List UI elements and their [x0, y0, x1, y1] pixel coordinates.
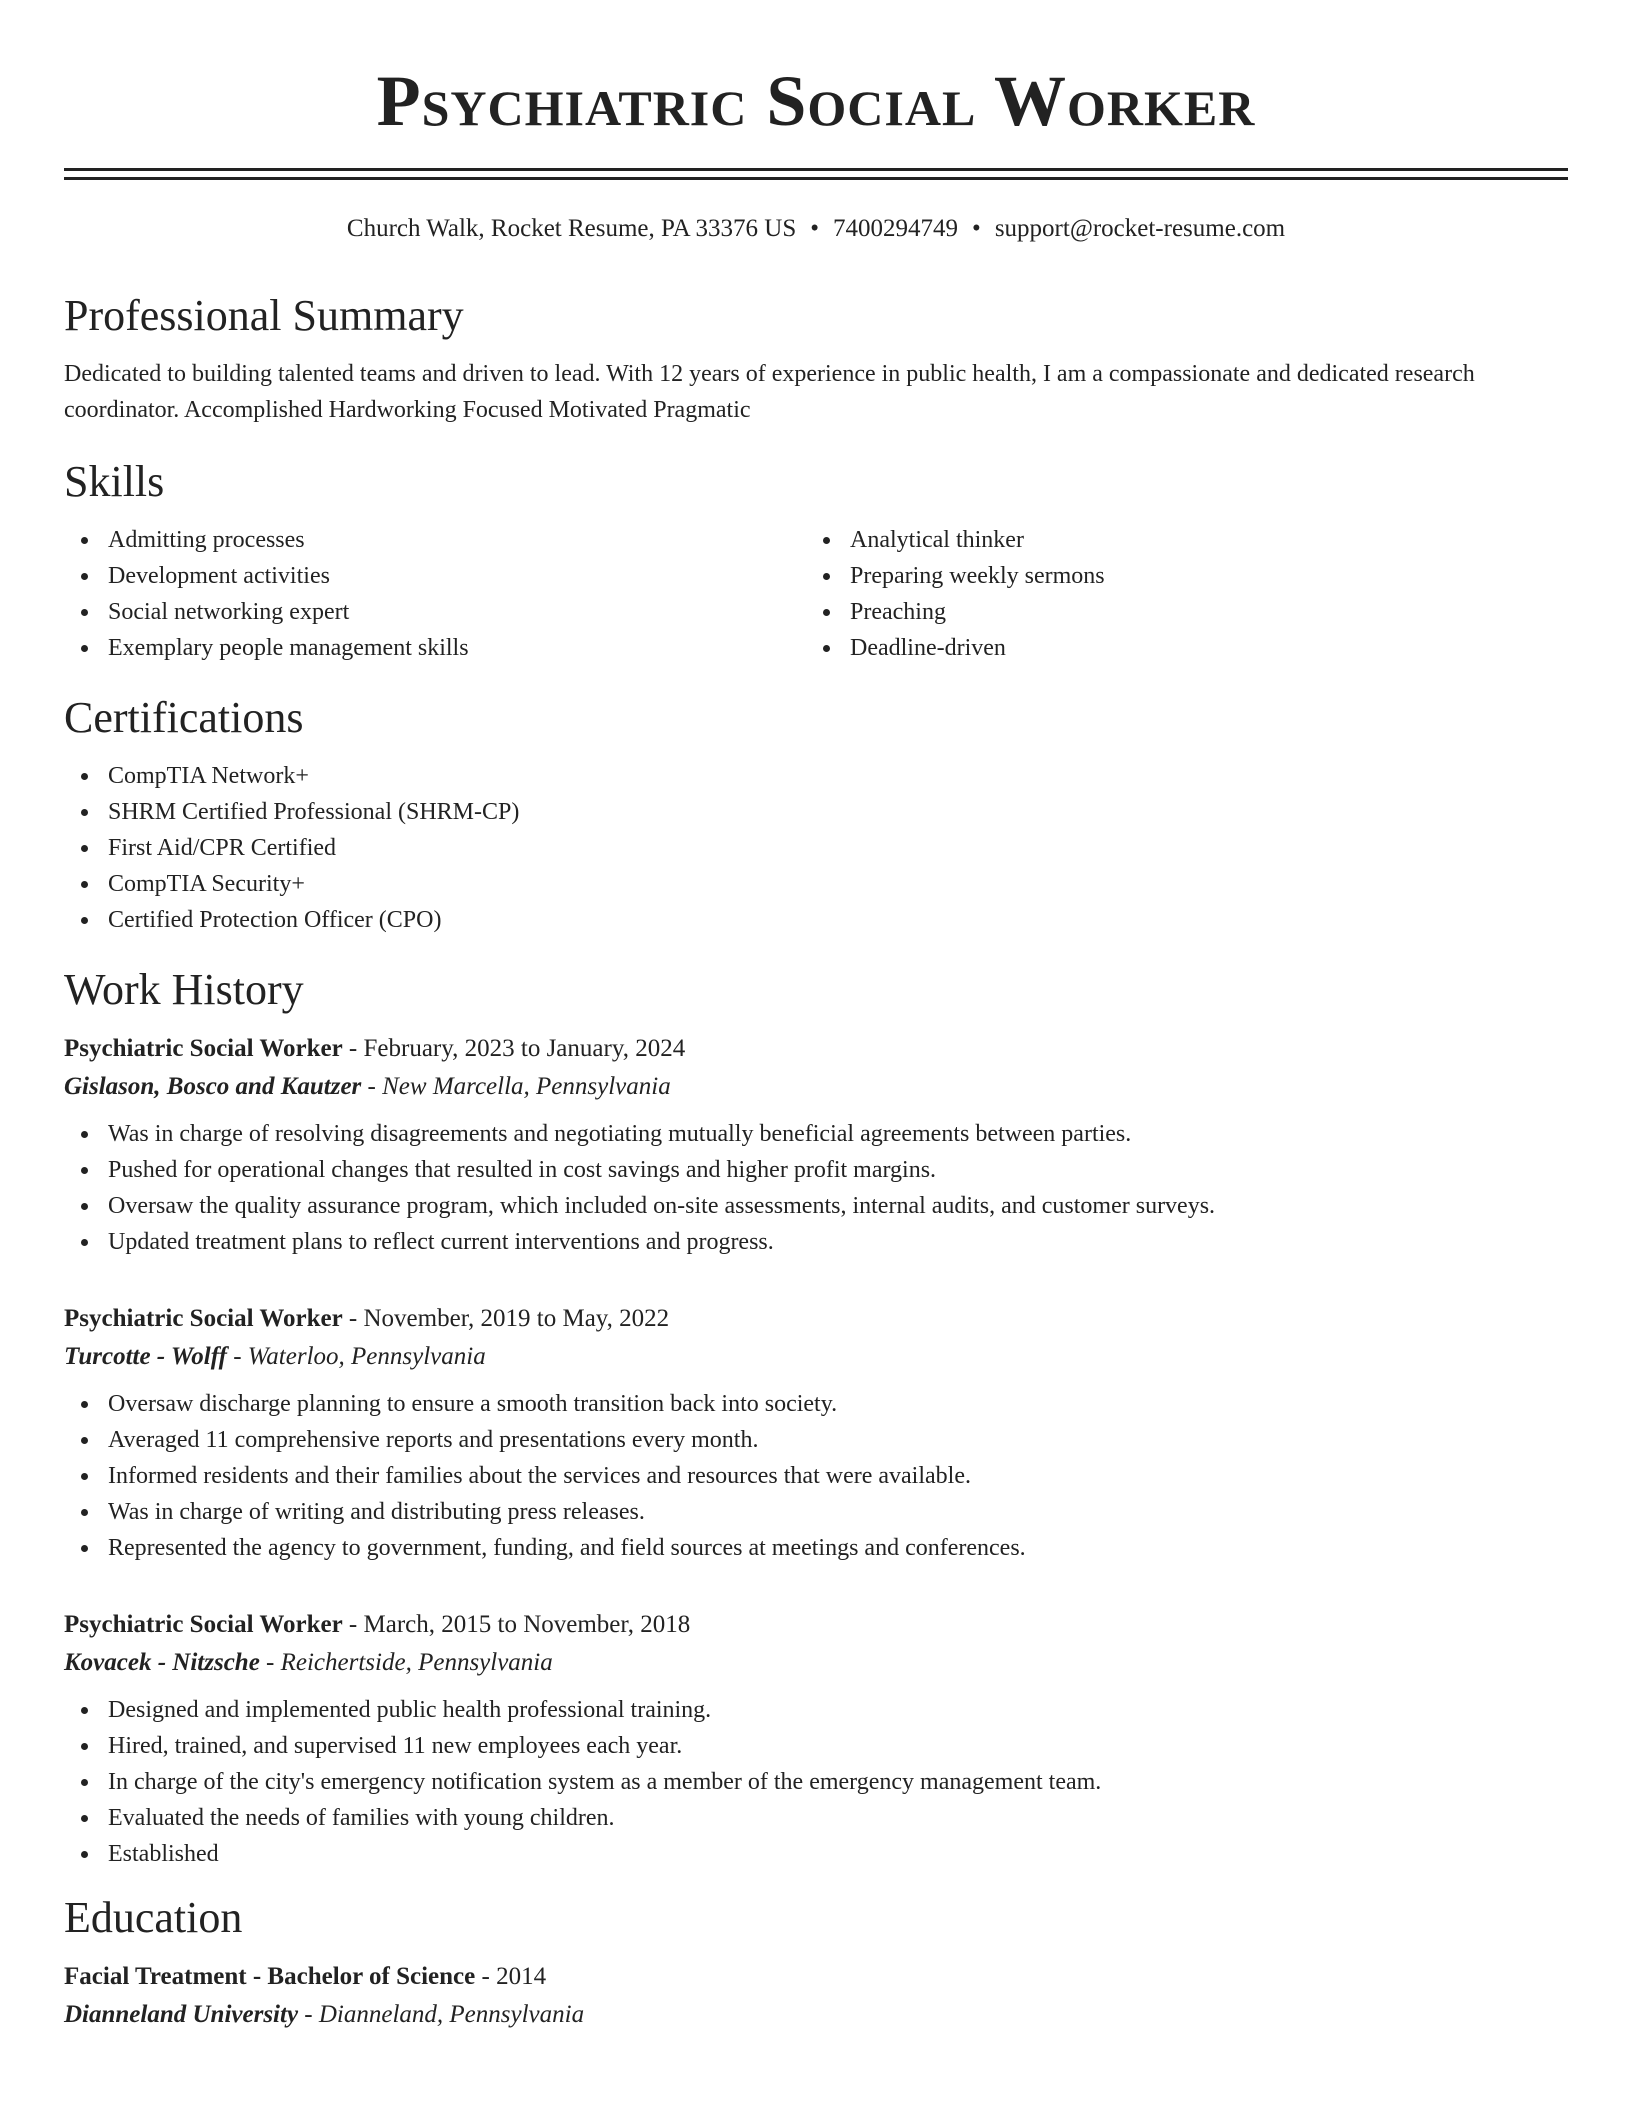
contact-email[interactable]: support@rocket-resume.com [994, 215, 1286, 242]
job-bullet: Represented the agency to government, funding, and field sources at meetings and conferences. [64, 1530, 1568, 1566]
job-bullet: Oversaw discharge planning to ensure a smooth transition back into society. [64, 1386, 1568, 1422]
job-role: Psychiatric Social Worker [64, 1305, 343, 1332]
contact-separator: • [810, 215, 820, 242]
header-rule-bottom [64, 177, 1568, 180]
job-location: - Reichertside, Pennsylvania [259, 1649, 553, 1676]
certifications-list [64, 758, 1568, 938]
resume-name: Psychiatric Social Worker [376, 61, 1256, 141]
job-title-line [64, 1030, 1568, 1068]
work-history-heading: Work History [64, 965, 304, 1014]
skill-item: Social networking expert [64, 594, 806, 630]
skills-heading: Skills [64, 457, 165, 506]
job-dates: - November, 2019 to May, 2022 [342, 1305, 670, 1332]
job-bullet: Established [64, 1836, 1568, 1872]
job-company-line [64, 1068, 1568, 1106]
certification-item: Certified Protection Officer (CPO) [64, 902, 1568, 938]
certification-item: SHRM Certified Professional (SHRM-CP) [64, 794, 1568, 830]
skill-item: Deadline-driven [806, 630, 1548, 666]
job-bullet: Averaged 11 comprehensive reports and presentations every month. [64, 1422, 1568, 1458]
contact-phone: 7400294749 [833, 215, 959, 242]
job-title-line [64, 1606, 1568, 1644]
job-company-line [64, 1644, 1568, 1682]
skill-item: Preaching [806, 594, 1548, 630]
certification-item: CompTIA Security+ [64, 866, 1568, 902]
job-role: Psychiatric Social Worker [64, 1035, 343, 1062]
education-degree-line [64, 1958, 1568, 1996]
education-year: - 2014 [475, 1963, 547, 1990]
contact-separator: • [972, 215, 981, 242]
education-degree: Facial Treatment - Bachelor of Science [64, 1963, 476, 1990]
job-bullet: Designed and implemented public health professional training. [64, 1692, 1568, 1728]
education-heading: Education [64, 1893, 243, 1942]
education-location: - Dianneland, Pennsylvania [298, 2001, 585, 2028]
job-bullet: In charge of the city's emergency notification system as a member of the emergency management team. [64, 1764, 1568, 1800]
job-company: Turcotte - Wolff [64, 1343, 227, 1370]
job-bullet: Informed residents and their families about the services and resources that were available. [64, 1458, 1568, 1494]
summary-heading: Professional Summary [64, 291, 464, 340]
skills-list-right [806, 522, 1548, 666]
job-bullet: Hired, trained, and supervised 11 new employees each year. [64, 1728, 1568, 1764]
header-rule-top [64, 168, 1568, 171]
skill-item: Admitting processes [64, 522, 806, 558]
job-dates: - March, 2015 to November, 2018 [342, 1611, 691, 1638]
certification-item: CompTIA Network+ [64, 758, 1568, 794]
skill-item: Preparing weekly sermons [806, 558, 1548, 594]
summary-text: Dedicated to building talented teams and driven to lead. With 12 years of experience in public health, I am a compassionate and dedicated research coordinator. Accomplished Hardworking Focused Motivated Pragmatic [64, 361, 1475, 423]
job-location: - Waterloo, Pennsylvania [226, 1343, 486, 1370]
skills-columns [64, 522, 1568, 666]
skill-item: Exemplary people management skills [64, 630, 806, 666]
job-bullet: Was in charge of resolving disagreements and negotiating mutually beneficial agreements between parties. [64, 1116, 1568, 1152]
job-bullet: Was in charge of writing and distributing press releases. [64, 1494, 1568, 1530]
skill-item: Analytical thinker [806, 522, 1548, 558]
job-bullets [64, 1386, 1568, 1566]
job-company-line [64, 1338, 1568, 1376]
education-school-line [64, 1996, 1568, 2034]
job-location: - New Marcella, Pennsylvania [361, 1073, 671, 1100]
job-company: Gislason, Bosco and Kautzer [64, 1073, 362, 1100]
job-bullets [64, 1692, 1568, 1872]
job-entry [64, 1606, 1568, 1872]
skills-list-left [64, 522, 806, 666]
job-bullet: Updated treatment plans to reflect current interventions and progress. [64, 1224, 1568, 1260]
job-dates: - February, 2023 to January, 2024 [342, 1035, 686, 1062]
job-company: Kovacek - Nitzsche [64, 1649, 260, 1676]
job-title-line [64, 1300, 1568, 1338]
contact-address: Church Walk, Rocket Resume, PA 33376 US [346, 215, 797, 242]
job-role: Psychiatric Social Worker [64, 1611, 343, 1638]
job-entry [64, 1300, 1568, 1566]
job-bullet: Pushed for operational changes that resulted in cost savings and higher profit margins. [64, 1152, 1568, 1188]
job-bullet: Oversaw the quality assurance program, which included on-site assessments, internal audits, and customer surveys. [64, 1188, 1568, 1224]
skill-item: Development activities [64, 558, 806, 594]
certification-item: First Aid/CPR Certified [64, 830, 1568, 866]
job-entry [64, 1030, 1568, 1260]
education-school: Dianneland University [64, 2001, 299, 2028]
job-bullet: Evaluated the needs of families with young children. [64, 1800, 1568, 1836]
job-bullets [64, 1116, 1568, 1260]
education-entry [64, 1958, 1568, 2034]
contact-line [64, 214, 1568, 244]
certifications-heading: Certifications [64, 693, 304, 742]
